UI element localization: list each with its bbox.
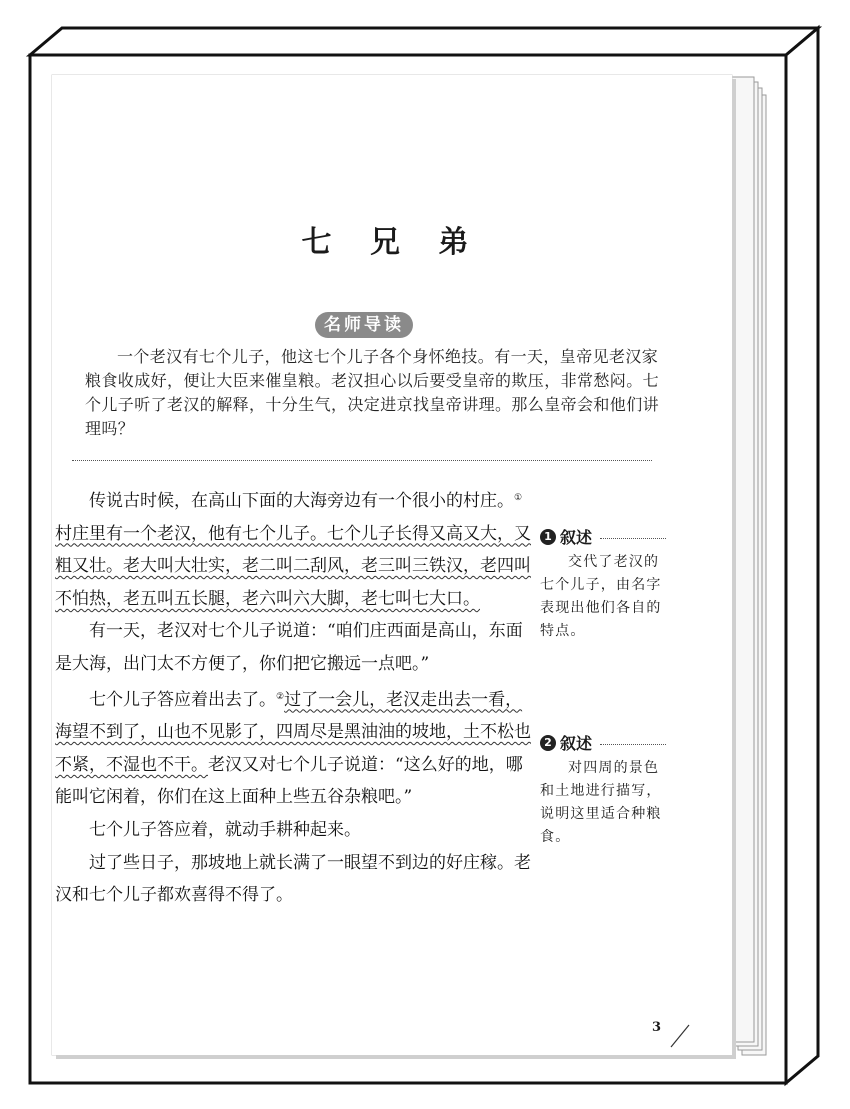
side-note-1 [540,525,666,643]
page-number: 3 [652,1020,662,1035]
page-title: 七 兄 弟 [301,225,483,260]
intro-paragraph: 一个老汉有七个儿子，他这七个儿子各个身怀绝技。有一天，皇帝见老汉家粮食收成好，便让大臣来催皇粮。老汉担心以后要受皇帝的欺压，非常愁闷。七个儿子听了老汉的解释，十分生气，决定进京找皇帝讲理。那么皇帝会和他们讲理吗？ [85,347,660,438]
note-dots-1 [600,538,666,539]
side-note-2-header [540,731,666,754]
annotation-marker-2: ② [276,691,285,702]
story-paragraph-1 [55,482,531,615]
note-text-2: 对四周的景色和土地进行描写，说明这里适合种粮食。 [540,760,662,845]
book-side-face [786,28,818,1083]
story-paragraph-2: 有一天，老汉对七个儿子说道：“咱们庄西面是高山，东面是大海，出门太不方便了，你们把它搬远一点吧。” [55,621,523,674]
book-top-face [30,28,818,55]
p1-text: 传说古时候，在高山下面的大海旁边有一个很小的村庄。 [89,491,514,511]
note-label-2: 叙述 [560,734,593,753]
note-text-1: 交代了老汉的七个儿子，由名字表现出他们各自的特点。 [540,554,662,639]
story-paragraph-3 [55,681,531,814]
story-paragraph-5: 过了些日子，那坡地上就长满了一眼望不到边的好庄稼。老汉和七个儿子都欢喜得不得了。 [55,852,531,906]
note-dots-2 [600,744,666,745]
annotation-marker-1: ① [514,493,523,503]
note-number-1: 1 [540,529,556,545]
p1-wavy-text: 村庄里有一个老汉，他有七个儿子。七个儿子长得又高又大，又粗又壮。老大叫大壮实，老二叫二刮风，老三叫三铁汉，老四叫不怕热，老五叫五长腿，老六叫六大脚，老七叫七大口。 [55,523,531,609]
note-number-2: 2 [540,735,556,751]
side-note-2 [540,731,666,849]
p3-text: 七个儿子答应着出去了。 [89,689,276,710]
section-badge: 名师导读 [315,312,413,338]
intro-text [85,345,667,441]
story-body [55,482,531,912]
story-paragraph-4: 七个儿子答应着，就动手耕种起来。 [89,819,361,840]
dotted-divider [72,460,652,461]
book-page [52,75,732,1055]
page-number-slash [667,1021,697,1051]
p3-wavy-text: 过了一会儿，老汉走出去一看，海望不到了，山也不见影了，四周尽是黑油油的坡地，土不松也不紧，不湿也不干。 [55,689,531,775]
p3-text-b: 老汉又对七个儿子说道：“这么好的地，哪能叫它闲着，你们在这上面种上些五谷杂粮吧。” [55,754,523,808]
note-label-1: 叙述 [560,528,593,547]
side-note-1-header [540,525,666,548]
